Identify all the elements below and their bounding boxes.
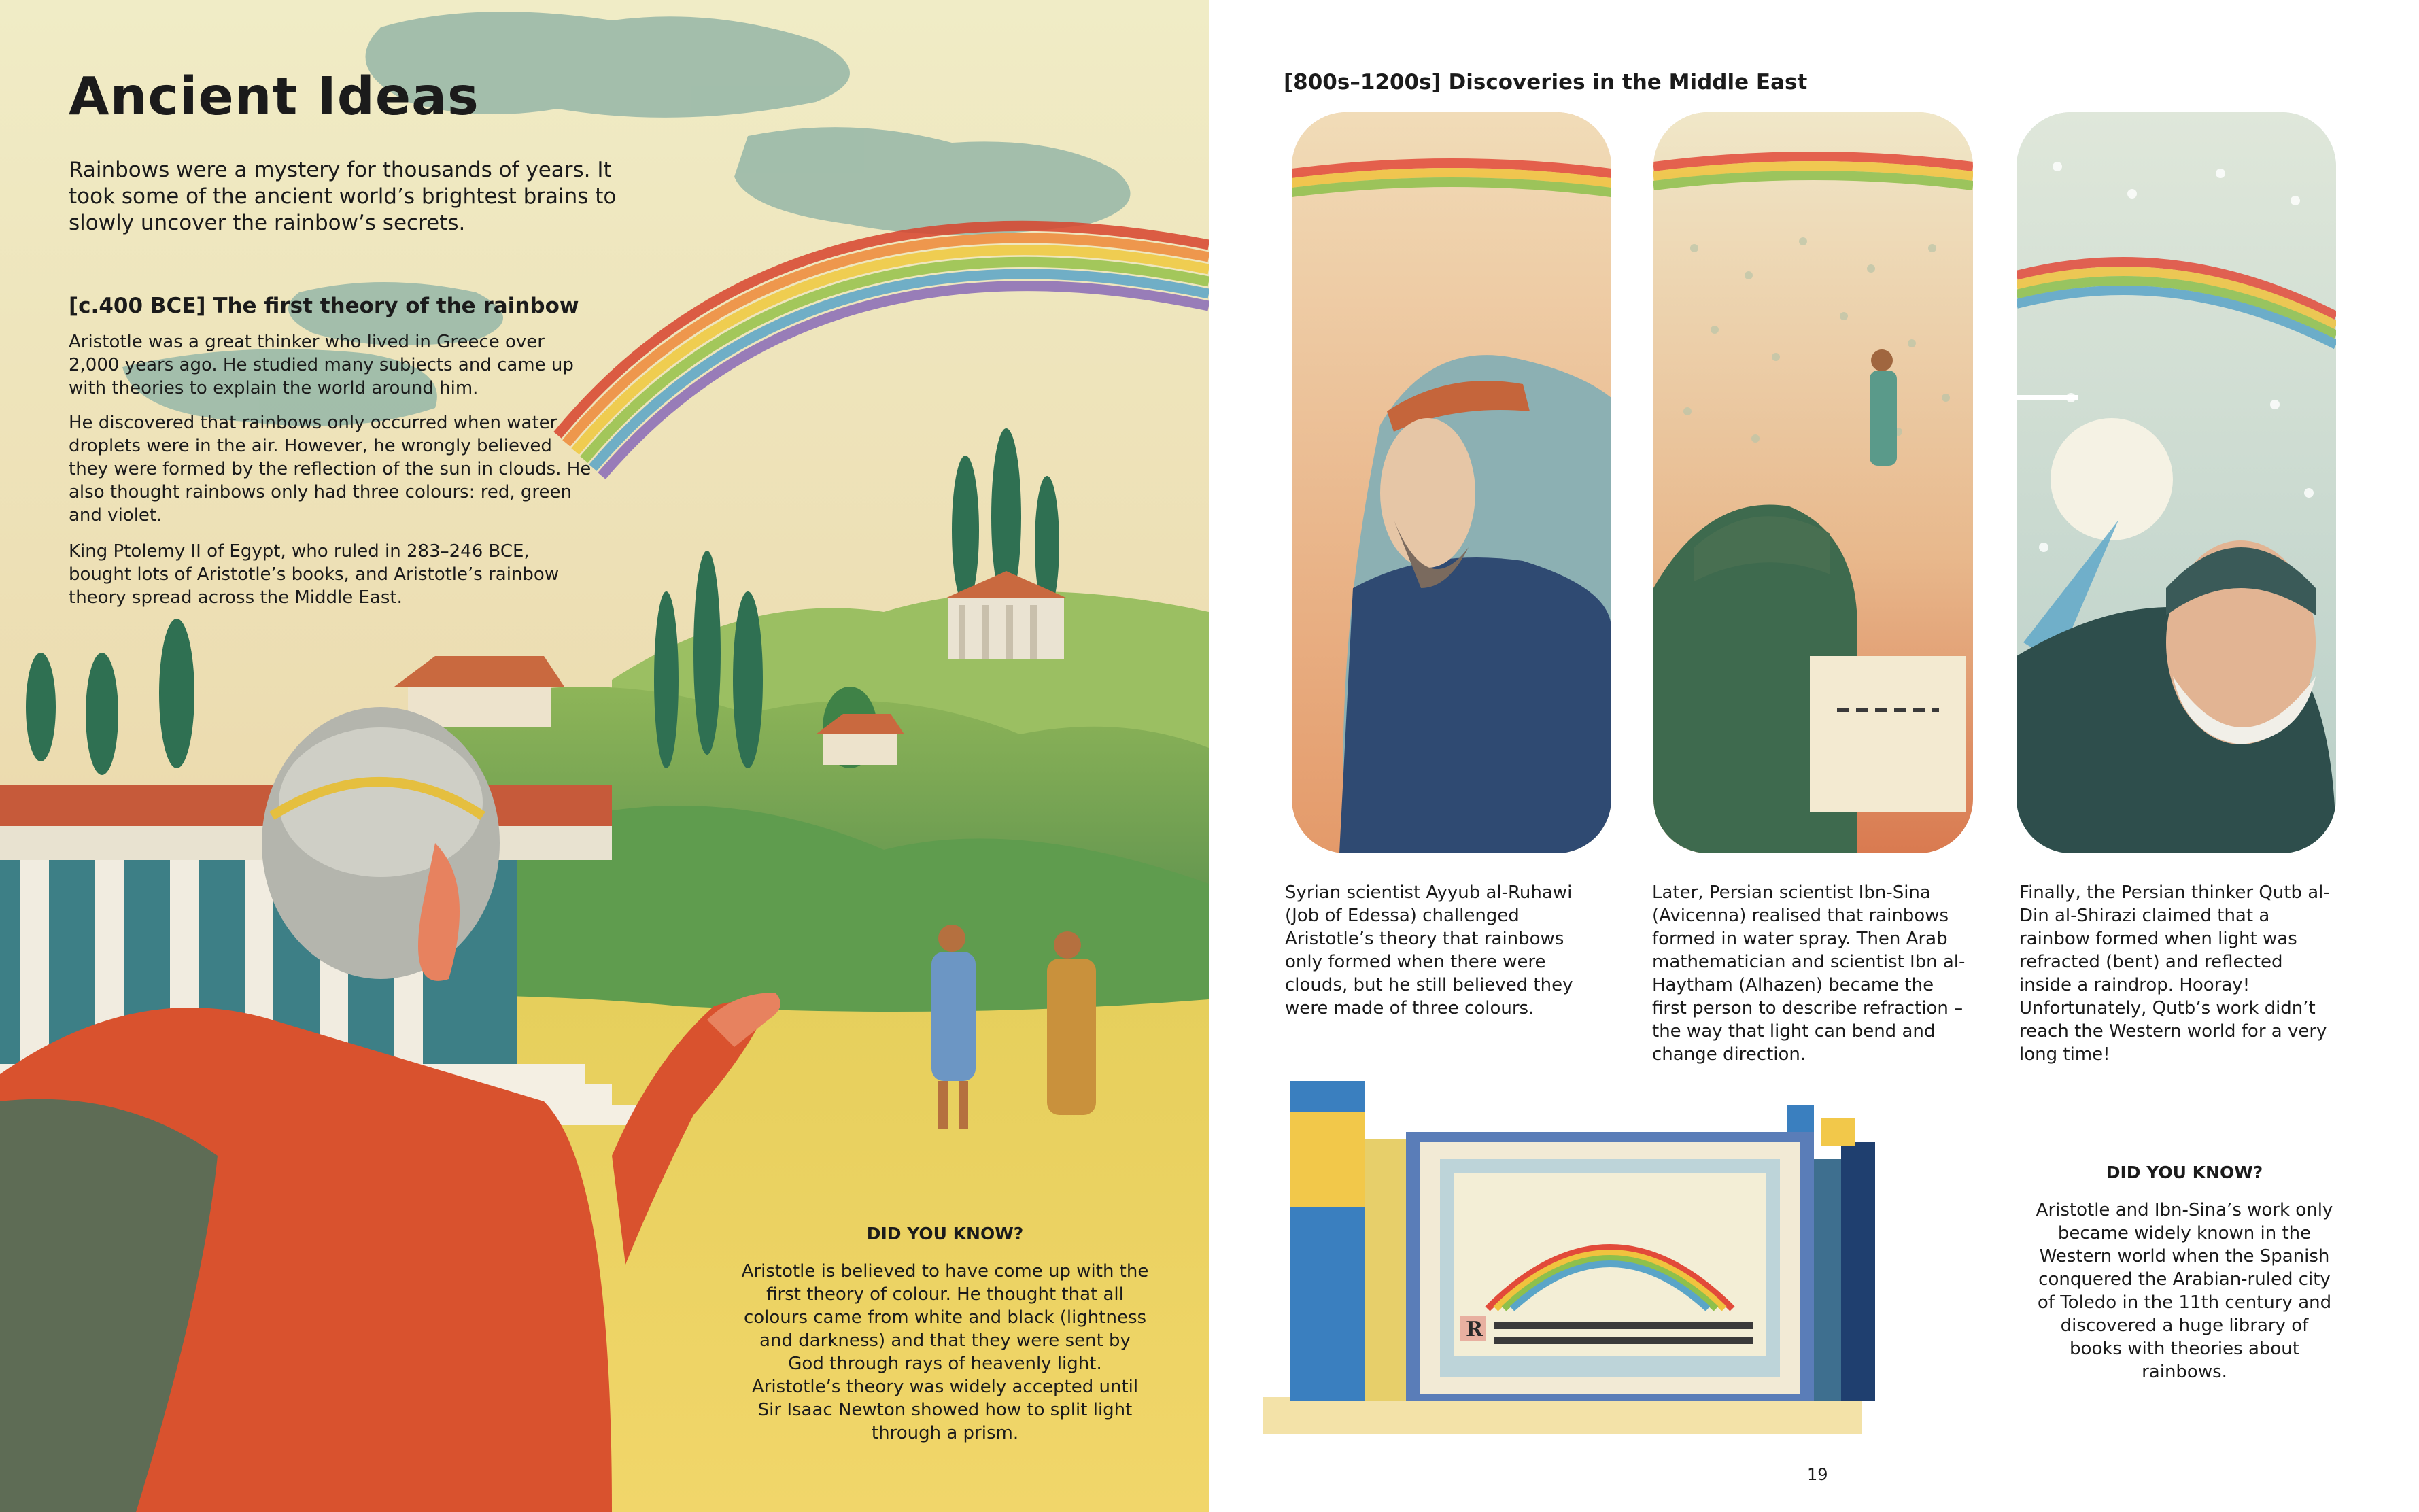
did-you-know-right [2035, 1163, 2334, 1384]
panel-illustration-1 [1292, 112, 1611, 853]
section-heading-middle-east: [800s–1200s] Discoveries in the Middle East [1284, 70, 1808, 94]
did-you-know-title: DID YOU KNOW? [866, 1224, 1024, 1243]
paragraph-rainbow-discovery: He discovered that rainbows only occurred when water droplets were in the air. However, he wrongly believed they were formed by the reflection of the sun in clouds. He also thought rainbows only had three colours: red, green and violet. [69, 413, 591, 526]
panel-qutb-al-din-al-shirazi [2017, 112, 2336, 853]
did-you-know-left [741, 1224, 1149, 1445]
paragraph-ptolemy: King Ptolemy II of Egypt, who ruled in 283–246 BCE, bought lots of Aristotle’s books, and Aristotle’s rainbow theory spread across the Middle East. [69, 541, 560, 608]
rainbow-book-illustration [1263, 1078, 1875, 1445]
book-initial-letter: R [1466, 1318, 1483, 1341]
page-number: 19 [1807, 1465, 1828, 1484]
caption-ayyub-al-ruhawi: Syrian scientist Ayyub al-Ruhawi (Job of Edessa) challenged Aristotle’s theory that rainbows only formed when there were clouds, but he still believed they were made of three colours. [1285, 882, 1573, 1018]
caption-qutb-al-din: Finally, the Persian thinker Qutb al-Din al-Shirazi claimed that a rainbow formed when light was refracted (bent) and reflected inside a raindrop. Hooray! Unfortunately, Qutb’s work didn’t reach the Western world for a very long time! [2019, 882, 2330, 1065]
did-you-know-text-right: Aristotle and Ibn-Sina’s work only became widely known in the Western world when the Spanish conquered the Arabian-ruled city of Toledo in the 11th century and discovered a huge library of books with theories about rainbows. [2036, 1200, 2333, 1382]
did-you-know-text: Aristotle is believed to have come up with the first theory of colour. He thought that all colours came from white and black (lightness and darkness) and that they were sent by God through rays of heavenly light. Aristotle’s theory was widely accepted until Sir Isaac Newton showed how to split light through a prism. [741, 1261, 1149, 1443]
intro-paragraph: Rainbows were a mystery for thousands of years. It took some of the ancient world’s brightest brains to slowly uncover the rainbow’s secrets. [69, 158, 617, 235]
panel-illustration-3 [2017, 112, 2336, 853]
right-page [1209, 0, 2419, 1512]
panel-illustration-2 [1653, 112, 1973, 853]
caption-ibn-sina: Later, Persian scientist Ibn-Sina (Avicenna) realised that rainbows formed in water spray. Then Arab mathematician and scientist Ibn al-Haytham (Alhazen) became the first person to describe refraction – the way that light can bend and change direction. [1652, 882, 1966, 1065]
panel-ibn-sina-ibn-al-haytham [1653, 112, 1973, 853]
left-page [0, 0, 1209, 1512]
page-title: Ancient Ideas [69, 67, 479, 127]
panel-ayyub-al-ruhawi [1292, 112, 1611, 853]
did-you-know-title-right: DID YOU KNOW? [2106, 1163, 2263, 1182]
paragraph-aristotle: Aristotle was a great thinker who lived in Greece over 2,000 years ago. He studied many subjects and came up with theories to explain the world around him. [69, 332, 574, 398]
section-heading-first-theory: [c.400 BCE] The first theory of the rainbow [69, 294, 579, 318]
